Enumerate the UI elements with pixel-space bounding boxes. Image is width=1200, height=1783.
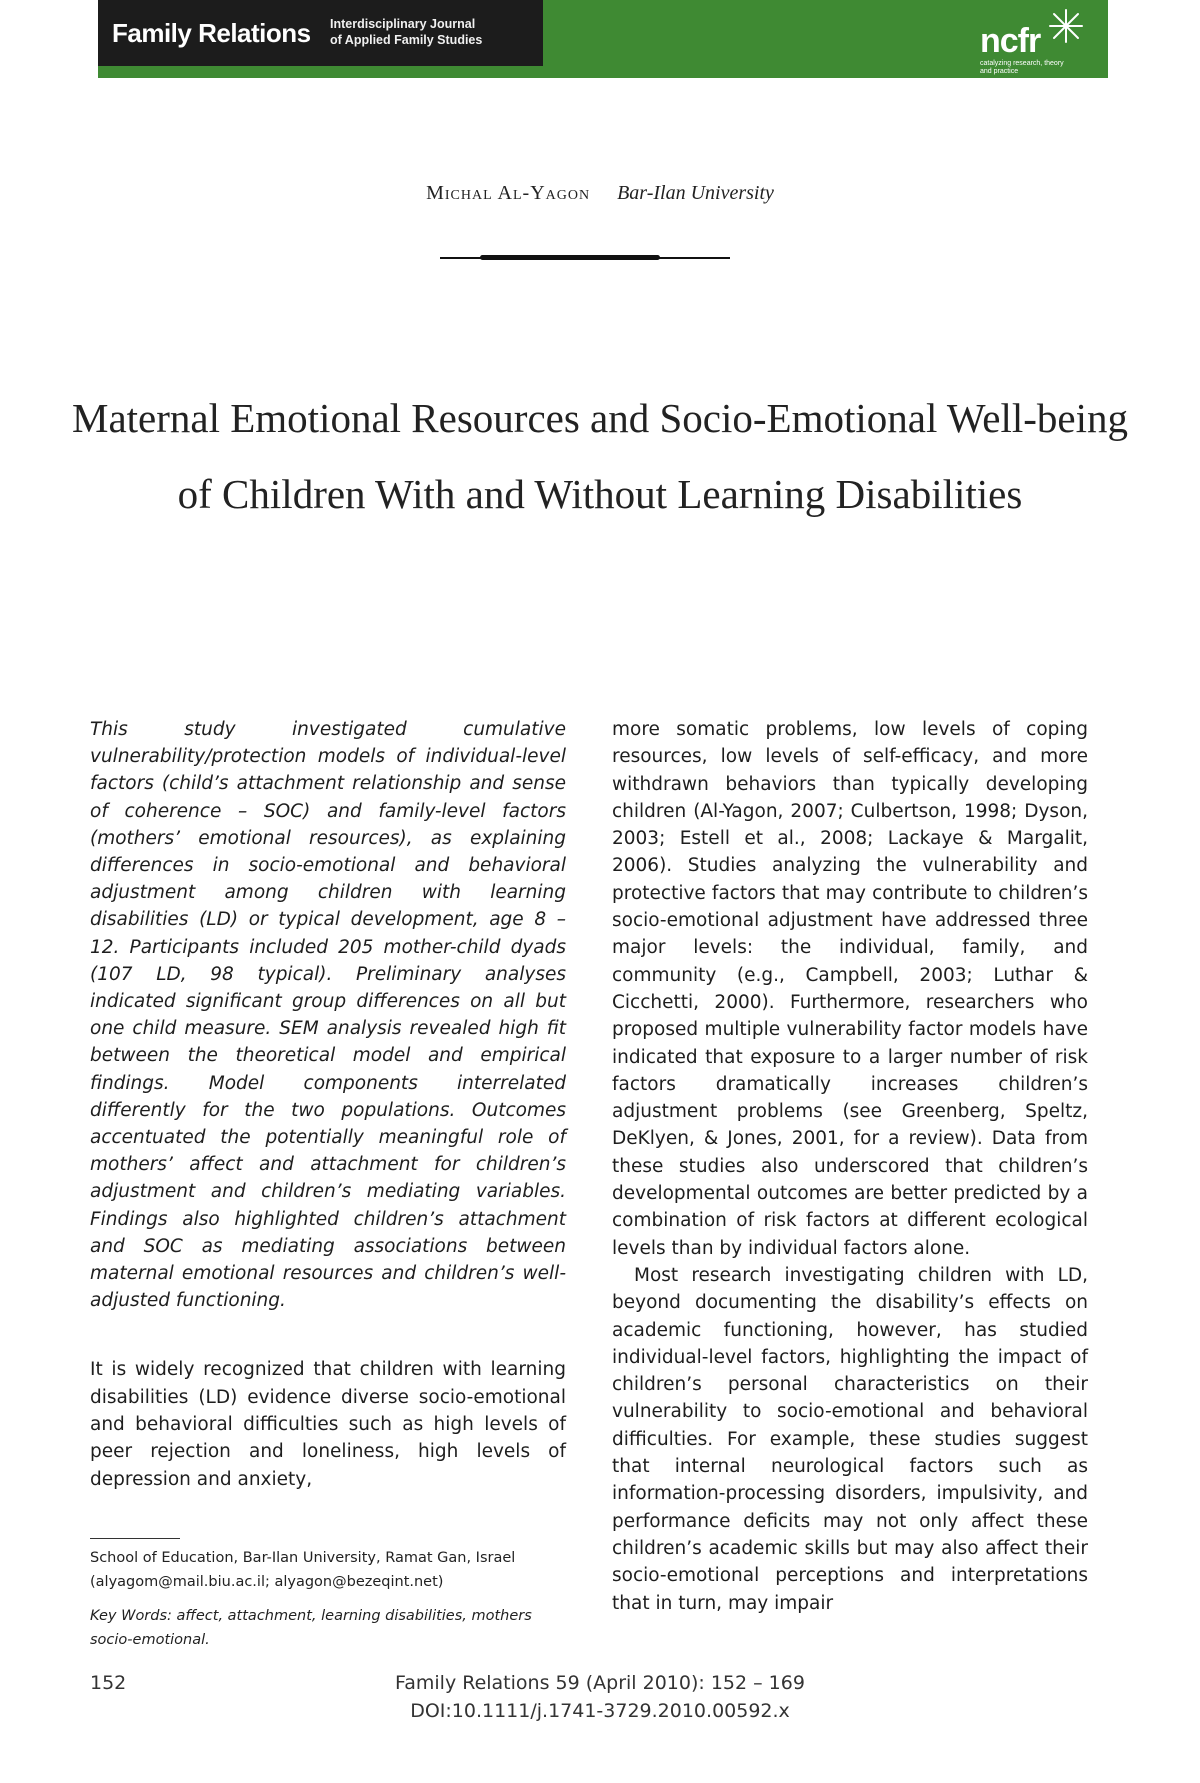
- journal-name: Family Relations: [112, 18, 311, 48]
- intro-paragraph: It is widely recognized that children with learning disabilities (LD) evidence diverse socio-emotional and behavioral difficulties such as high levels of peer rejection and loneliness, high levels of depression and anxiety,: [90, 1359, 566, 1490]
- journal-banner-title-block: [98, 0, 543, 66]
- author-name: Michal Al-Yagon: [426, 182, 591, 204]
- author-line: [0, 182, 1200, 205]
- starburst-icon: [1046, 6, 1086, 46]
- journal-subtitle-line2: of Applied Family Studies: [330, 33, 483, 47]
- body-paragraph-1: more somatic problems, low levels of coping resources, low levels of self-efficacy, and more withdrawn behaviors than typically developing children (Al-Yagon, 2007; Culbertson, 1998; Dyson, 2003; Estell et al., 2008; Lackaye & Margalit, 2006). Studies analyzing the vulnerability and protective factors that may contribute to children’s socio-emotional adjustment have addressed three major levels: the individual, family, and community (e.g., Campbell, 2003; Luthar & Cicchetti, 2000). Furthermore, researchers who proposed multiple vulnerability factor models have indicated that exposure to a larger number of risk factors dramatically increases children’s adjustment problems (see Greenberg, Speltz, DeKlyen, & Jones, 2001, for a review). Data from these studies also underscored that children’s developmental outcomes are better predicted by a combination of risk factors at different ecological levels than by individual factors alone.: [612, 719, 1088, 1259]
- article-title: Maternal Emotional Resources and Socio-Emotional Well-being of Children With and Without Learning Disabilities: [72, 395, 1128, 517]
- right-column: [612, 716, 1088, 1617]
- ncfr-logo: [980, 6, 1100, 75]
- journal-banner: [98, 0, 1108, 78]
- title-divider-accent: [480, 255, 660, 260]
- footnote-divider: [90, 1538, 180, 1539]
- body-paragraph-2: Most research investigating children with LD, beyond documenting the disability’s effects on academic functioning, however, has studied individual-level factors, highlighting the impact of children’s personal characteristics on their vulnerability to socio-emotional and behavioral difficulties. For example, these studies suggest that internal neurological factors such as information-processing disorders, impulsivity, and performance deficits may not only affect these children’s academic skills but may also affect their socio-emotional perceptions and interpretations that in turn, may impair: [612, 1264, 1088, 1614]
- footnote-affiliation: School of Education, Bar-Ilan University, Ramat Gan, Israel (alyagom@mail.biu.ac.il; alyagon@bezeqint.net): [90, 1550, 516, 1590]
- author-affiliation: Bar-Ilan University: [617, 182, 774, 204]
- journal-subtitle: [330, 16, 482, 48]
- left-column: [90, 716, 566, 1493]
- journal-citation: Family Relations 59 (April 2010): 152 – 169: [395, 1672, 805, 1694]
- abstract: This study investigated cumulative vulnerability/protection models of individual-level factors (child’s attachment relationship and sense of coherence – SOC) and family-level factors (mothers’ emotional resources), as explaining differences in socio-emotional and behavioral adjustment among children with learning disabilities (LD) or typical development, age 8 – 12. Participants included 205 mother-child dyads (107 LD, 98 typical). Preliminary analyses indicated significant group differences on all but one child measure. SEM analysis revealed high fit between the theoretical model and empirical findings. Model components interrelated differently for the two populations. Outcomes accentuated the potentially meaningful role of mothers’ affect and attachment for children’s adjustment and children’s mediating variables. Findings also highlighted children’s attachment and SOC as mediating associations between maternal emotional resources and children’s well-adjusted functioning.: [90, 719, 566, 1312]
- footnote-keywords: Key Words: affect, attachment, learning disabilities, mothers socio-emotional.: [90, 1608, 532, 1648]
- logo-tagline: catalyzing research, theory and practice: [980, 60, 1064, 75]
- journal-subtitle-line1: Interdisciplinary Journal: [330, 17, 476, 31]
- doi: DOI:10.1111/j.1741-3729.2010.00592.x: [410, 1700, 790, 1722]
- page-number: 152: [90, 1672, 127, 1694]
- logo-text: ncfr: [980, 22, 1041, 60]
